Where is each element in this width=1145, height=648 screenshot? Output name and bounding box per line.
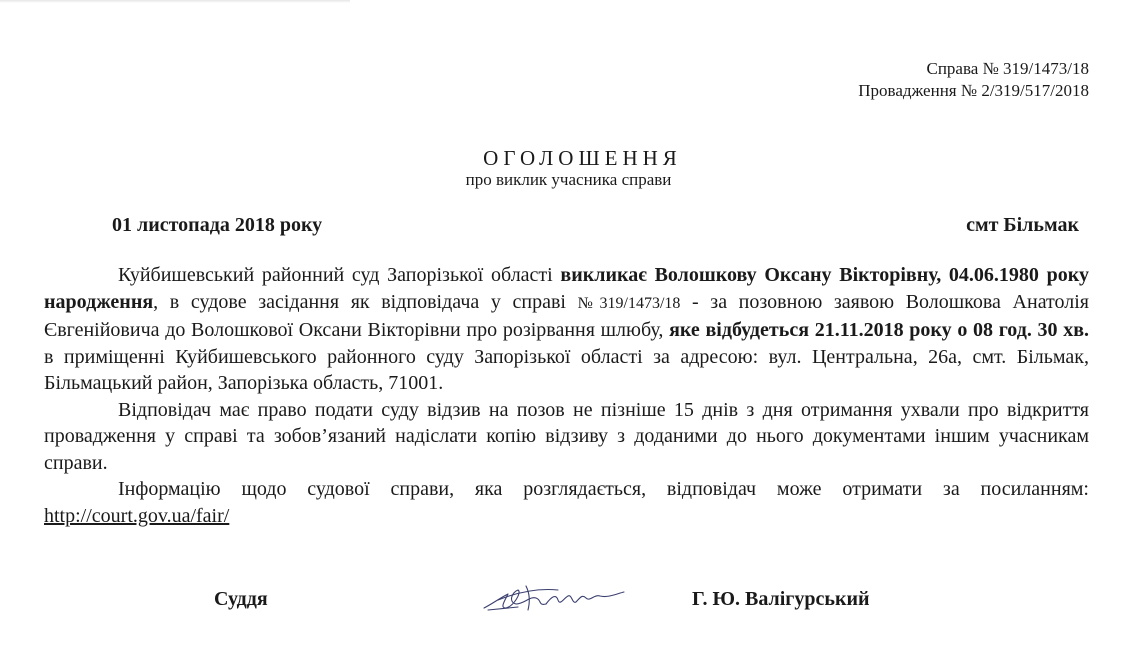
judge-name: Г. Ю. Валігурський	[692, 588, 870, 610]
paragraph-summons-text-1: Куйбишевський районний суд Запорізької області	[118, 264, 561, 286]
case-references	[858, 58, 1089, 102]
handwritten-signature	[478, 578, 628, 620]
case-number: Справа № 319/1473/18	[926, 59, 1089, 78]
paragraph-info	[44, 476, 1089, 529]
paragraph-info-text: Інформацію щодо судової справи, яка розглядається, відповідач може отримати за посиланням:	[118, 478, 1089, 500]
document-date: 01 листопада 2018 року	[112, 214, 323, 236]
scan-edge-shadow	[0, 0, 350, 3]
paragraph-summons-text-2: , в судове засідання як відповідача у справі	[153, 290, 578, 313]
announcement-title: ОГОЛОШЕННЯ	[483, 146, 682, 170]
summoned-person: викликає Волошкову Оксану Вікторівну, 04.06.1980 року народження	[44, 264, 1089, 313]
case-number-inline: №319/1473/18	[577, 294, 681, 312]
court-info-link[interactable]: http://court.gov.ua/fair/	[44, 504, 230, 527]
announcement-subtitle: про виклик учасника справи	[465, 170, 672, 189]
paragraph-summons-text-4: в приміщенні Куйбишевського районного суду Запорізької області за адресою: вул. Центральна, 26а, смт. Більмак, Більмацький район, Запорізька область, 71001.	[44, 345, 1089, 394]
paragraph-summons-text-3: - за позовною заявою Волошкова Анатолія Євгенійовича до Волошкової Оксани Вікторівни про розірвання шлюбу,	[44, 290, 1090, 341]
announcement-body	[44, 262, 1089, 529]
document-place: смт Більмак	[966, 214, 1079, 236]
paragraph-rights: Відповідач має право подати суду відзив на позов не пізніше 15 днів з дня отримання ухвали про відкриття провадження у справі та зобов’язаний надіслати копію відзиву з доданими до нього документами іншим учасникам справи.	[44, 398, 1089, 474]
proceeding-number: Провадження № 2/319/517/2018	[858, 81, 1089, 100]
paragraph-summons	[44, 262, 1089, 397]
announcement-title-block	[0, 146, 1145, 190]
hearing-datetime: яке відбудеться 21.11.2018 року о 08 год. 30 хв.	[669, 319, 1090, 341]
judge-role: Суддя	[214, 588, 268, 610]
